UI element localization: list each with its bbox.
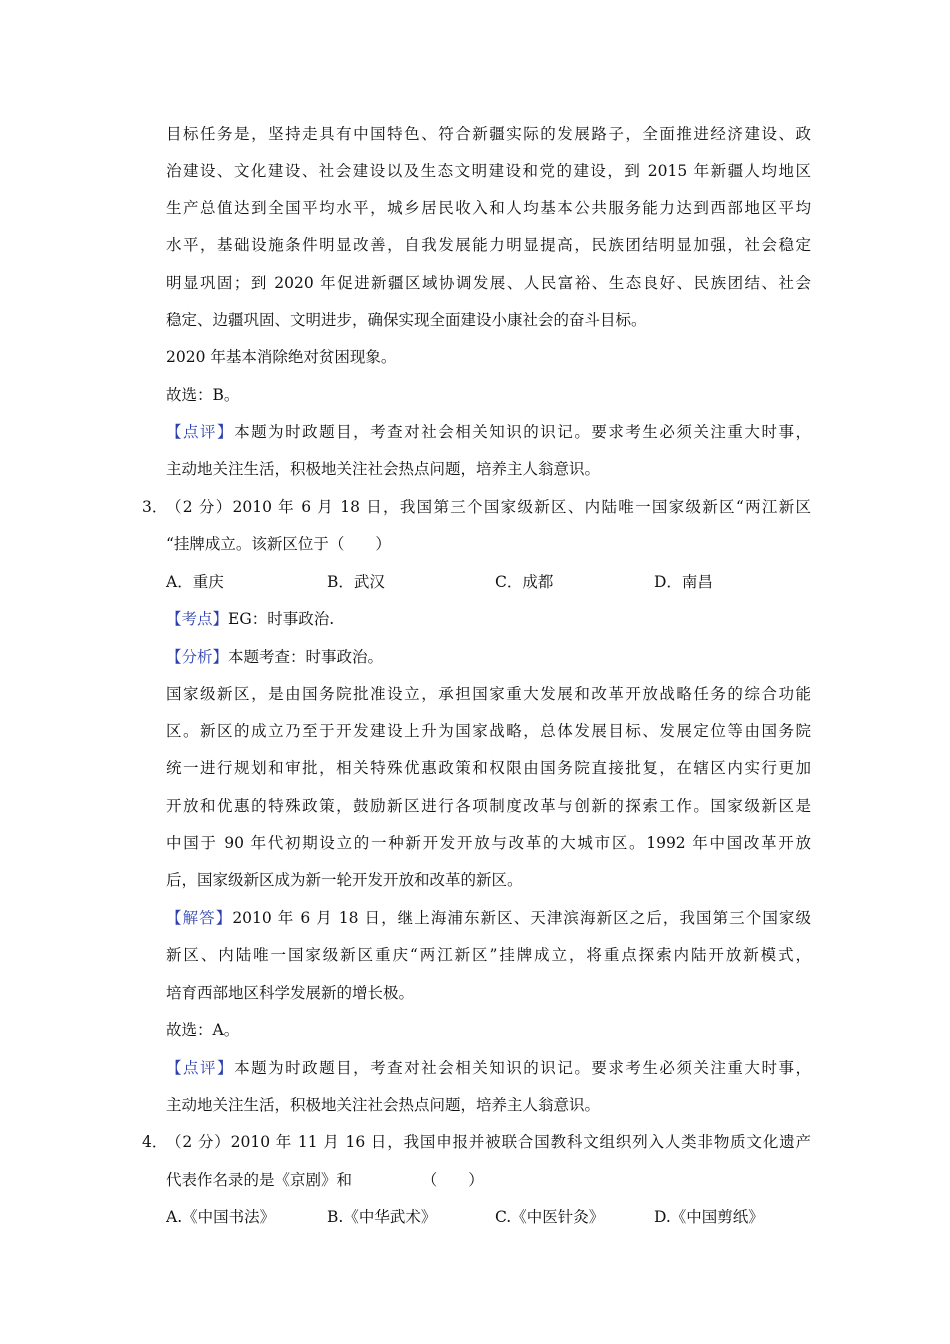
question-number: 4． [142, 1133, 168, 1151]
answer-line [166, 908, 811, 928]
option-a: A．重庆 [166, 573, 224, 591]
question-stem: （2 分）2010 年 6 月 18 日，我国第三个国家级新区、内陆唯一国家级新区“两江新区 [166, 498, 811, 516]
option-b: B．武汉 [327, 573, 385, 591]
q3-comment-line [166, 1058, 811, 1078]
paragraph-line: 水平，基础设施条件明显改善，自我发展能力明显提高，民族团结明显加强，社会稳定 [166, 236, 811, 254]
paragraph-line: 治建设、文化建设、社会建设以及生态文明建设和党的建设，到 2015 年新疆人均地区 [166, 162, 811, 180]
comment-tag: 【点评】 [166, 1059, 235, 1077]
question-number: 3． [142, 498, 168, 516]
paragraph-line: 目标任务是，坚持走具有中国特色、符合新疆实际的发展路子，全面推进经济建设、政 [166, 125, 811, 143]
analysis-tag: 【分析】 [166, 648, 229, 666]
analysis-line: 中国于 90 年代初期设立的一种新开发开放与改革的大城市区。1992 年中国改革开放 [166, 834, 811, 852]
analysis-line: 国家级新区，是由国务院批准设立，承担国家重大发展和改革开放战略任务的综合功能 [166, 685, 811, 703]
answer-line: 新区、内陆唯一国家级新区重庆“两江新区”挂牌成立，将重点探索内陆开放新模式， [166, 946, 811, 964]
option-b: B.《中华武术》 [327, 1208, 437, 1226]
question-stem: “挂牌成立。该新区位于（ ） [166, 535, 391, 553]
analysis-line: 后，国家级新区成为新一轮开发开放和改革的新区。 [166, 871, 523, 889]
q2-comment-line [166, 422, 811, 442]
q3-choice: 故选：A。 [166, 1021, 240, 1039]
point-text: EG：时事政治. [228, 610, 335, 628]
q2-comment-line: 主动地关注生活，积极地关注社会热点问题，培养主人翁意识。 [166, 460, 601, 478]
paragraph-line: 2020 年基本消除绝对贫困现象。 [166, 348, 397, 366]
analysis-text: 本题考查：时事政治。 [228, 648, 384, 666]
option-c: C．成都 [495, 573, 554, 591]
question-stem: 代表作名录的是《京剧》和 （ ） [166, 1171, 484, 1189]
q2-choice: 故选：B。 [166, 386, 240, 404]
point-tag: 【考点】 [166, 610, 229, 628]
analysis-line: 区。新区的成立乃至于开发建设上升为国家战略，总体发展目标、发展定位等由国务院 [166, 722, 811, 740]
option-d: D.《中国剪纸》 [654, 1208, 764, 1226]
analysis-line: 开放和优惠的特殊政策，鼓励新区进行各项制度改革与创新的探索工作。国家级新区是 [166, 797, 811, 815]
q3-comment-line: 主动地关注生活，积极地关注社会热点问题，培养主人翁意识。 [166, 1096, 601, 1114]
comment-text: 本题为时政题目，考查对社会相关知识的识记。要求考生必须关注重大时事， [234, 1059, 811, 1077]
option-c: C.《中医针灸》 [495, 1208, 605, 1226]
knowledge-point [166, 609, 811, 629]
option-d: D．南昌 [654, 573, 713, 591]
paragraph-line: 明显巩固；到 2020 年促进新疆区域协调发展、人民富裕、生态良好、民族团结、社会 [166, 274, 811, 292]
answer-line: 培育西部地区科学发展新的增长极。 [166, 984, 415, 1002]
comment-tag: 【点评】 [166, 423, 235, 441]
analysis-heading [166, 647, 811, 667]
option-a: A.《中国书法》 [166, 1208, 276, 1226]
answer-text: 2010 年 6 月 18 日，继上海浦东新区、天津滨海新区之后，我国第三个国家级 [232, 909, 811, 927]
paragraph-line: 稳定、边疆巩固、文明进步，确保实现全面建设小康社会的奋斗目标。 [166, 311, 647, 329]
question-stem: （2 分）2010 年 11 月 16 日，我国申报并被联合国教科文组织列入人类非物质文化遗产 [166, 1133, 811, 1151]
analysis-line: 统一进行规划和审批，相关特殊优惠政策和权限由国务院直接批复，在辖区内实行更加 [166, 759, 811, 777]
comment-text: 本题为时政题目，考查对社会相关知识的识记。要求考生必须关注重大时事， [234, 423, 811, 441]
paragraph-line: 生产总值达到全国平均水平，城乡居民收入和人均基本公共服务能力达到西部地区平均 [166, 199, 811, 217]
answer-tag: 【解答】 [166, 909, 233, 927]
